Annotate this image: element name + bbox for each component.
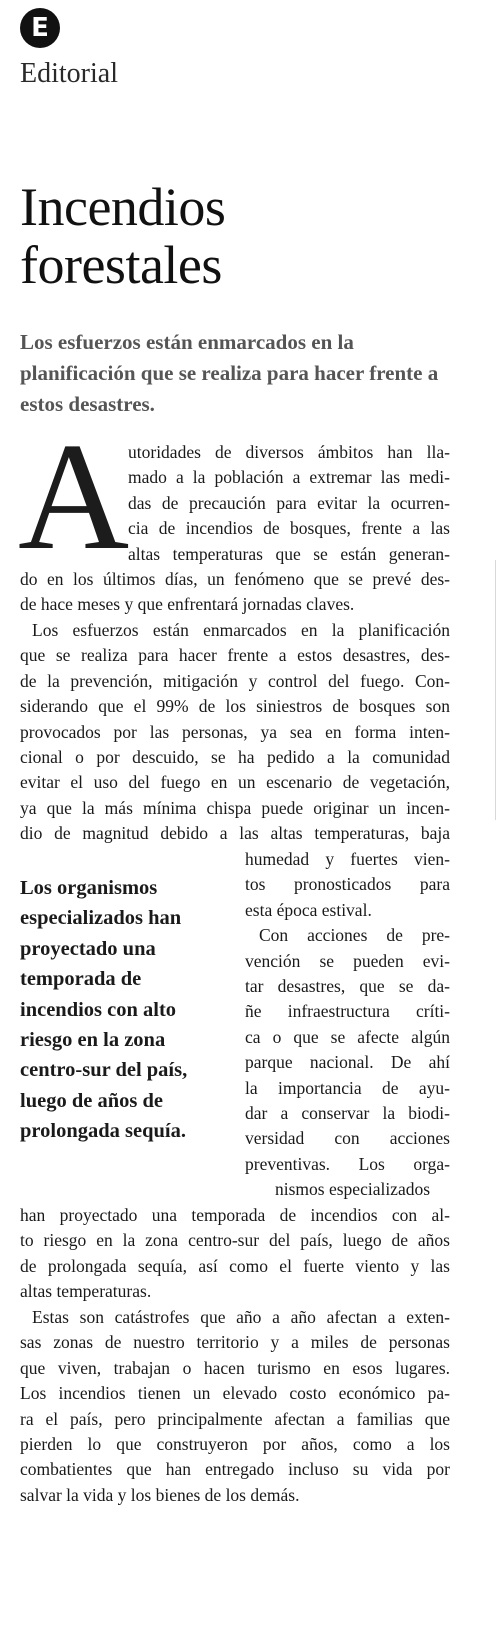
text-line: cional o por descuido, se ha pedido a la comunidad <box>20 746 450 767</box>
pull-quote-line: proyectado una <box>20 937 156 960</box>
title-line: forestales <box>20 235 222 295</box>
masthead-logo: E <box>20 8 60 48</box>
text-line: la importancia de ayu- <box>245 1077 450 1098</box>
pull-quote <box>20 873 230 1147</box>
paragraph-5 <box>20 1305 450 1508</box>
paragraph-4 <box>20 1203 450 1305</box>
section-label: Editorial <box>20 58 118 89</box>
text-line: evitar el uso del fuego en un escenario de vegetación, <box>20 772 450 793</box>
text-line: ca o que se afecte algún <box>245 1026 450 1047</box>
text-line: sas zonas de nuestro territorio y a miles de personas <box>20 1332 450 1353</box>
text-line: versidad con acciones <box>245 1128 450 1149</box>
text-line: to riesgo en la zona centro-sur del país, luego de años <box>20 1230 450 1251</box>
text-line: dio de magnitud debido a las altas temperaturas, baja <box>20 823 450 844</box>
text-line: do en los últimos días, un fenómeno que se prevé des- <box>20 568 450 589</box>
text-line: ra el país, pero principalmente afectan a familias que <box>20 1408 450 1429</box>
title-line: Incendios <box>20 177 226 237</box>
pull-quote-line: Los organismos <box>20 877 158 899</box>
text-line: de la prevención, mitigación y control del fuego. Con- <box>20 670 450 691</box>
pull-quote-line: incendios con alto <box>20 998 177 1021</box>
text-line: Estas son catástrofes que año a año afectan a exten- <box>32 1307 450 1327</box>
text-line: tos pronosticados para <box>245 874 450 895</box>
text-line: siderando que el 99% de los siniestros de bosques son <box>20 696 450 717</box>
paragraph-2 <box>20 618 450 847</box>
text-line: humedad y fuertes vien- <box>245 849 450 869</box>
text-line: Con acciones de pre- <box>259 925 450 946</box>
text-line: altas temperaturas que se están generan- <box>128 543 450 564</box>
text-line: mado a la población a extremar las medi- <box>128 467 450 488</box>
text-line: nismos especializados <box>275 1179 431 1200</box>
pull-quote-line: riesgo en la zona <box>20 1028 166 1051</box>
pull-quote-line: prolongada sequía. <box>20 1120 186 1143</box>
text-line: das de precaución para evitar la ocurren- <box>128 492 450 513</box>
text-line: ya que la más mínima chispa puede originar un incen- <box>20 797 450 818</box>
text-line: provocados por las personas, ya sea en forma inten- <box>20 721 450 742</box>
text-line: pierden lo que construyeron por años, como a los <box>20 1433 450 1454</box>
text-line: parque nacional. De ahí <box>245 1052 450 1073</box>
article-title <box>20 178 225 294</box>
text-line: combatientes que han entregado incluso su vida por <box>20 1459 450 1480</box>
text-line: esta época estival. <box>245 899 372 920</box>
paragraph-1 <box>20 440 450 618</box>
paragraph-3-column <box>245 847 450 1202</box>
text-line: de prolongada sequía, así como el fuerte viento y las <box>20 1255 450 1276</box>
text-line: han proyectado una temporada de incendios con al- <box>20 1205 450 1225</box>
drop-cap: A <box>18 412 130 582</box>
text-line: altas temperaturas. <box>20 1281 152 1302</box>
pull-quote-line: centro-sur del país, <box>20 1059 188 1082</box>
text-line: ñe infraestructura críti- <box>245 1001 450 1022</box>
text-line: salvar la vida y los bienes de los demás. <box>20 1484 300 1505</box>
text-line: utoridades de diversos ámbitos han lla- <box>128 442 450 462</box>
pull-quote-line: temporada de <box>20 968 142 991</box>
text-line: vención se pueden evi- <box>245 950 450 971</box>
article-dek: Los esfuerzos están enmarcados en la planificación que se realiza para hacer frente a estos desastres. <box>20 330 439 416</box>
pull-quote-line: especializados han <box>20 907 182 930</box>
text-line: preventivas. Los orga- <box>245 1153 450 1174</box>
text-line: dar a conservar la biodi- <box>245 1102 450 1123</box>
text-line: que viven, trabajan o hacen turismo en esos lugares. <box>20 1357 450 1378</box>
text-line: tar desastres, que se da- <box>245 975 450 996</box>
text-line: Los incendios tienen un elevado costo económico pa- <box>20 1383 450 1404</box>
text-line: cia de incendios de bosques, frente a las <box>128 518 450 539</box>
text-line: que se realiza para hacer frente a estos desastres, des- <box>20 645 450 666</box>
page-edge-rule <box>495 560 496 820</box>
pull-quote-line: luego de años de <box>20 1089 163 1112</box>
text-line: de hace meses y que enfrentará jornadas claves. <box>20 594 355 615</box>
text-line: Los esfuerzos están enmarcados en la planificación <box>32 620 450 640</box>
